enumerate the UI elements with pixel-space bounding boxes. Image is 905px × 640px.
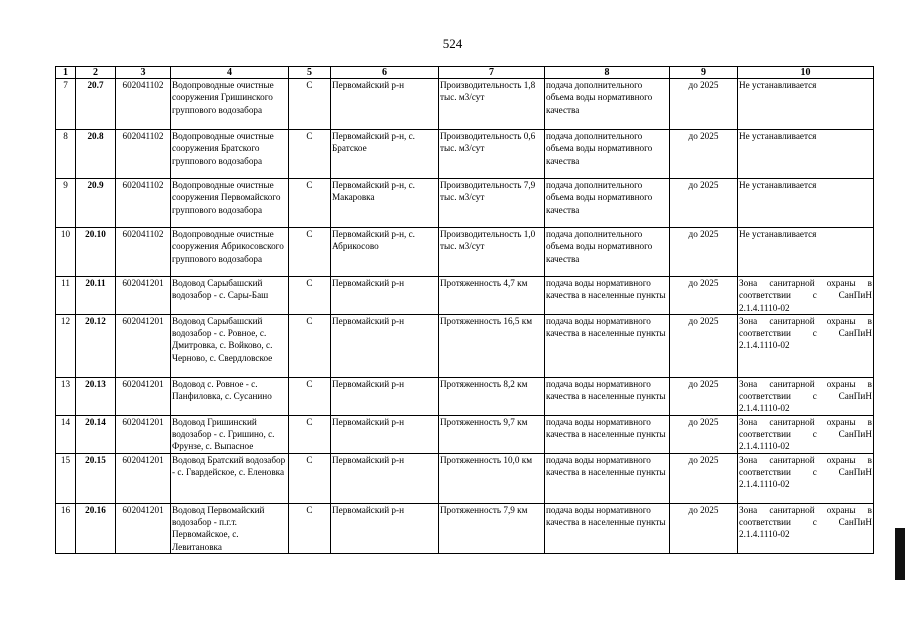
object-name: Водовод Гришинский водозабор - с. Гришино, с. Фрунзе, с. Выпасное	[171, 415, 289, 453]
object-name: Водопроводные очистные сооружения Братского группового водозабора	[171, 130, 289, 179]
item-code: 20.8	[76, 130, 116, 179]
table-row	[56, 415, 874, 453]
object-type: С	[289, 277, 331, 315]
object-capacity: Протяженность 10,0 км	[439, 453, 545, 503]
object-type: С	[289, 179, 331, 228]
object-location: Первомайский р-н	[331, 503, 439, 553]
okof-code: 602041102	[116, 228, 171, 277]
okof-code: 602041102	[116, 179, 171, 228]
object-capacity: Производительность 1,0 тыс. м3/сут	[439, 228, 545, 277]
object-zone: Зона санитарной охраны в соответствии с СанПиН 2.1.4.1110-02	[739, 416, 872, 452]
object-zone: Не устанавливается	[738, 79, 874, 130]
table-row	[56, 277, 874, 315]
col-header-5: 5	[289, 67, 331, 79]
object-name: Водопроводные очистные сооружения Абрикосовского группового водозабора	[171, 228, 289, 277]
row-number: 9	[56, 179, 76, 228]
row-number: 12	[56, 314, 76, 377]
object-term: до 2025	[670, 503, 738, 553]
okof-code: 602041201	[116, 377, 171, 415]
object-capacity: Протяженность 4,7 км	[439, 277, 545, 315]
object-location: Первомайский р-н	[331, 79, 439, 130]
item-code: 20.12	[76, 314, 116, 377]
row-number: 13	[56, 377, 76, 415]
object-term: до 2025	[670, 415, 738, 453]
table-row	[56, 79, 874, 130]
object-name: Водопроводные очистные сооружения Гришинского группового водозабора	[171, 79, 289, 130]
okof-code: 602041201	[116, 314, 171, 377]
table-row	[56, 453, 874, 503]
row-number: 7	[56, 79, 76, 130]
table-row	[56, 503, 874, 553]
object-zone: Не устанавливается	[738, 179, 874, 228]
header-row	[56, 67, 874, 79]
col-header-6: 6	[331, 67, 439, 79]
object-zone: Не устанавливается	[738, 228, 874, 277]
item-code: 20.14	[76, 415, 116, 453]
object-term: до 2025	[670, 453, 738, 503]
object-type: С	[289, 130, 331, 179]
object-term: до 2025	[670, 228, 738, 277]
object-term: до 2025	[670, 314, 738, 377]
col-header-10: 10	[738, 67, 874, 79]
object-capacity: Протяженность 16,5 км	[439, 314, 545, 377]
row-number: 14	[56, 415, 76, 453]
col-header-3: 3	[116, 67, 171, 79]
item-code: 20.9	[76, 179, 116, 228]
object-location: Первомайский р-н	[331, 415, 439, 453]
object-type: С	[289, 228, 331, 277]
col-header-4: 4	[171, 67, 289, 79]
object-capacity: Производительность 0,6 тыс. м3/сут	[439, 130, 545, 179]
item-code: 20.13	[76, 377, 116, 415]
object-zone: Зона санитарной охраны в соответствии с СанПиН 2.1.4.1110-02	[738, 453, 874, 503]
item-code: 20.7	[76, 79, 116, 130]
object-name: Водовод Первомайский водозабор - п.г.т. Первомайское, с. Левитановка	[171, 503, 289, 553]
object-type: С	[289, 415, 331, 453]
item-code: 20.11	[76, 277, 116, 315]
object-purpose: подача воды нормативного качества в населенные пункты	[545, 415, 670, 453]
object-location: Первомайский р-н	[331, 453, 439, 503]
object-capacity: Протяженность 9,7 км	[439, 415, 545, 453]
row-number: 8	[56, 130, 76, 179]
col-header-2: 2	[76, 67, 116, 79]
row-number: 15	[56, 453, 76, 503]
object-purpose: подача воды нормативного качества в населенные пункты	[545, 377, 670, 415]
col-header-9: 9	[670, 67, 738, 79]
okof-code: 602041201	[116, 453, 171, 503]
object-name: Водовод с. Ровное - с. Панфиловка, с. Сусанино	[171, 377, 289, 415]
okof-code: 602041201	[116, 277, 171, 315]
row-number: 10	[56, 228, 76, 277]
object-purpose: подача дополнительного объема воды нормативного качества	[545, 228, 670, 277]
col-header-7: 7	[439, 67, 545, 79]
object-name: Водовод Сарыбашский водозабор - с. Сары-Баш	[171, 277, 289, 315]
table-row	[56, 377, 874, 415]
objects-table	[55, 66, 874, 554]
item-code: 20.16	[76, 503, 116, 553]
object-zone: Зона санитарной охраны в соответствии с СанПиН 2.1.4.1110-02	[738, 314, 874, 377]
object-type: С	[289, 314, 331, 377]
item-code: 20.15	[76, 453, 116, 503]
okof-code: 602041102	[116, 79, 171, 130]
object-type: С	[289, 503, 331, 553]
row-number: 11	[56, 277, 76, 315]
object-zone: Зона санитарной охраны в соответствии с СанПиН 2.1.4.1110-02	[739, 378, 872, 414]
object-location: Первомайский р-н, с. Абрикосово	[331, 228, 439, 277]
table-row	[56, 179, 874, 228]
object-capacity: Протяженность 8,2 км	[439, 377, 545, 415]
object-term: до 2025	[670, 179, 738, 228]
object-capacity: Производительность 7,9 тыс. м3/сут	[439, 179, 545, 228]
scan-edge-mark	[895, 528, 905, 580]
object-location: Первомайский р-н	[331, 314, 439, 377]
table-row	[56, 130, 874, 179]
object-purpose: подача дополнительного объема воды нормативного качества	[545, 79, 670, 130]
object-name: Водовод Братский водозабор - с. Гвардейское, с. Еленовка	[171, 453, 289, 503]
object-location: Первомайский р-н, с. Братское	[331, 130, 439, 179]
object-term: до 2025	[670, 277, 738, 315]
object-capacity: Протяженность 7,9 км	[439, 503, 545, 553]
row-number: 16	[56, 503, 76, 553]
object-term: до 2025	[670, 377, 738, 415]
okof-code: 602041201	[116, 415, 171, 453]
table-row	[56, 314, 874, 377]
object-location: Первомайский р-н	[331, 377, 439, 415]
object-name: Водовод Сарыбашский водозабор - с. Ровное, с. Дмитровка, с. Войково, с. Черново, с. Свердловское	[171, 314, 289, 377]
object-type: С	[289, 453, 331, 503]
object-purpose: подача воды нормативного качества в населенные пункты	[545, 314, 670, 377]
item-code: 20.10	[76, 228, 116, 277]
okof-code: 602041102	[116, 130, 171, 179]
object-purpose: подача дополнительного объема воды нормативного качества	[545, 130, 670, 179]
col-header-1: 1	[56, 67, 76, 79]
object-location: Первомайский р-н	[331, 277, 439, 315]
page-number: 524	[442, 36, 463, 51]
object-purpose: подача воды нормативного качества в населенные пункты	[545, 277, 670, 315]
object-term: до 2025	[670, 130, 738, 179]
object-zone: Зона санитарной охраны в соответствии с СанПиН 2.1.4.1110-02	[739, 278, 872, 313]
object-type: С	[289, 79, 331, 130]
col-header-8: 8	[545, 67, 670, 79]
object-capacity: Производительность 1,8 тыс. м3/сут	[439, 79, 545, 130]
table-row	[56, 228, 874, 277]
object-purpose: подача воды нормативного качества в населенные пункты	[545, 503, 670, 553]
object-location: Первомайский р-н, с. Макаровка	[331, 179, 439, 228]
object-purpose: подача дополнительного объема воды нормативного качества	[545, 179, 670, 228]
object-purpose: подача воды нормативного качества в населенные пункты	[545, 453, 670, 503]
okof-code: 602041201	[116, 503, 171, 553]
object-type: С	[289, 377, 331, 415]
object-name: Водопроводные очистные сооружения Первомайского группового водозабора	[171, 179, 289, 228]
object-zone: Не устанавливается	[738, 130, 874, 179]
object-term: до 2025	[670, 79, 738, 130]
object-zone: Зона санитарной охраны в соответствии с СанПиН 2.1.4.1110-02	[738, 503, 874, 553]
